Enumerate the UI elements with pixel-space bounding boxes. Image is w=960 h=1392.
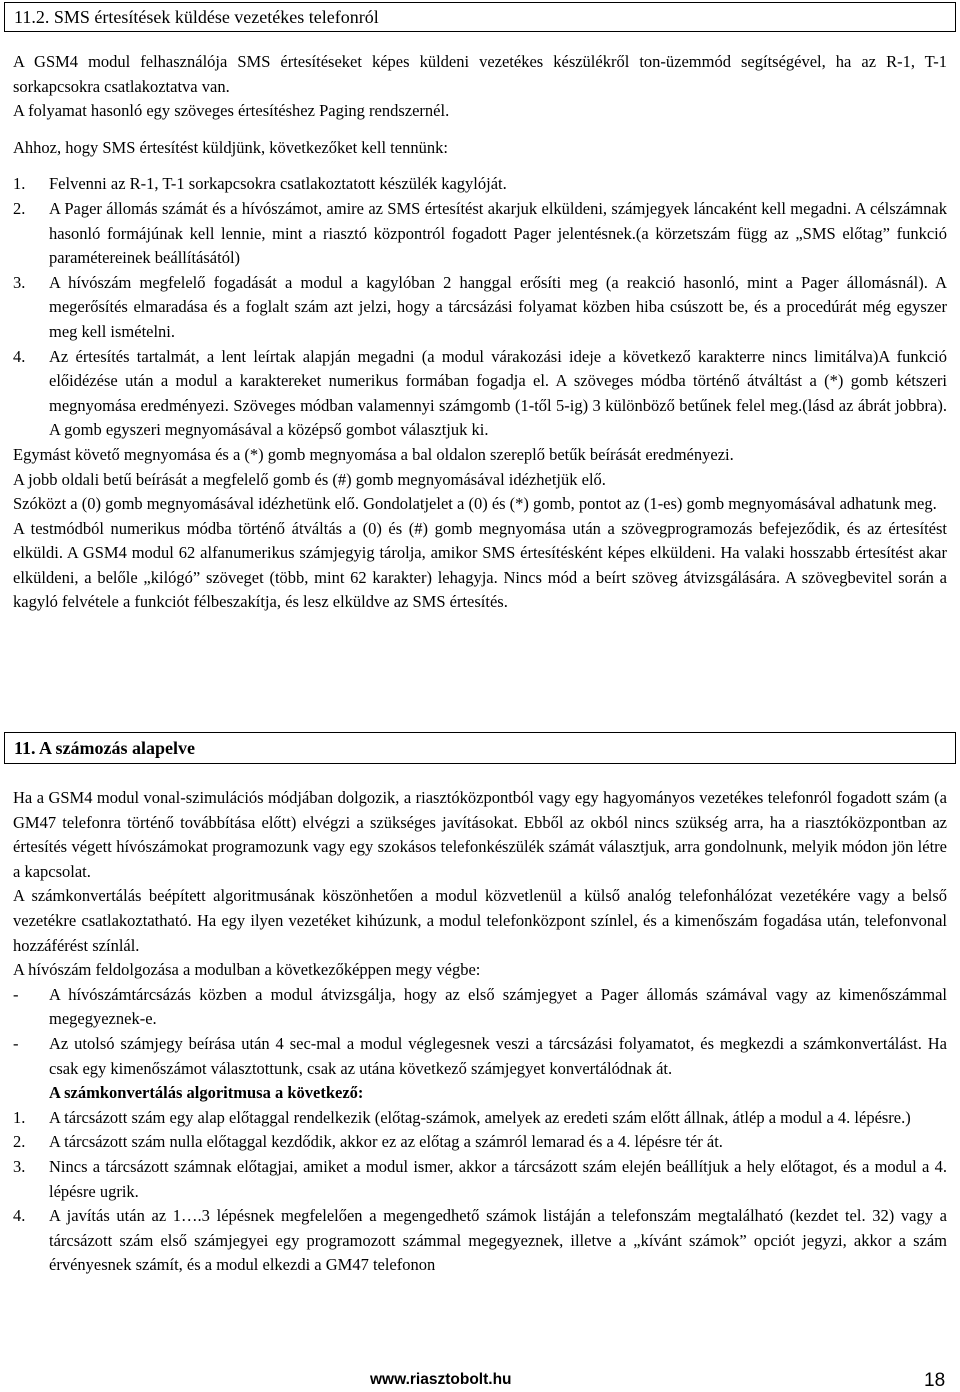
dash-marker: - [13,984,19,1004]
intro-paragraph: A folyamat hasonló egy szöveges értesítéshez Paging rendszernél. [13,101,450,121]
step-text: A tárcsázott szám egy alap előtaggal rendelkezik (előtag-számok, amelyek az eredeti szám előtt állnak, átlép a modul a 4. lépésre.) [49,1107,911,1127]
algorithm-step [13,1106,947,1131]
algorithm-title: A számkonvertálás algoritmusa a következő: [49,1083,364,1103]
step-text: A hívószám megfelelő fogadását a modul a kagylóban 2 hanggal erősíti meg (a reakció hasonló, mint a Pager állomásnál). A megerősítés elmaradása és a foglalt szám azt jelzi, hogy a tárcsázási folyamat közben hiba csúszott be, és a procedúrát még egyszer meg kell ismételni. [49,272,947,341]
algorithm-step [13,1130,947,1155]
step-text: A Pager állomás számát és a hívószámot, amire az SMS értesítést akarjuk elküldeni, számjegyek láncaként kell megadni. A célszámnak hasonló formájúnak kell lennie, mint a riasztó központról fogadott Pager jelentésnek.(a körzetszám függ az „SMS előtag” funkció paramétereinek beállításától) [49,198,947,268]
section-heading-box [4,2,956,32]
dash-list-item [13,983,947,1032]
dash-marker: - [13,1033,19,1053]
page-number: 18 [924,1370,946,1391]
body-paragraph: Szóközt a (0) gomb megnyomásával idézhetünk elő. Gondolatjelet a (0) és (*) gomb, pontot az (1-es) gomb megnyomásával adhatunk meg. [13,494,937,514]
dash-item-text: A hívószámtárcsázás közben a modul átvizsgálja, hogy az első számjegyet a Pager állomás számával vagy az kimenőszámmal megegyeznek-e. [49,984,947,1029]
step-number: 3. [13,1156,26,1176]
body-paragraph: Ha a GSM4 modul vonal-szimulációs módjában dolgozik, a riasztóközpontból vagy egy hagyományos vezetékes telefonról fogadott szám (a GM47 telefonra történő továbbítása előtt) elvégzi a szükséges javításokat. Ebből az okból nincs szükség arra, ha a riasztóközpontban az értesítés végett hívószámokat programozunk vagy egy szokásos telefonkészülék számát választjuk, arra gondolnunk, melyik módon jön létre a kapcsolat. [13,788,947,881]
step-number: 4. [13,1206,26,1226]
section-title: 11.2. SMS értesítések küldése vezetékes telefonról [14,7,379,27]
intro-paragraph: Ahhoz, hogy SMS értesítést küldjünk, következőket kell tennünk: [13,137,448,157]
dash-item-text: Az utolsó számjegy beírása után 4 sec-mal a modul véglegesnek veszi a tárcsázási folyamatot, és megkezdi a számkonvertálást. Ha csak egy kimenőszámot választottunk, csak az utána következő számjegyet konvertálódnak át. [49,1033,947,1078]
section-body [13,50,947,615]
step-number: 2. [13,198,26,218]
step-text: A javítás után az 1….3 lépésnek megfelelően a megengedhető számok listáján a telefonszám megtalálható (kezdet tel. 32) vagy a tárcsázott szám első számjegyei egy programozott számmal megegyeznek, illetve a „kívánt számok” opciót jegyzi, akkor a szám érvényesnek számít, és a modul elkezdi a GM47 telefonon [49,1206,947,1275]
footer-url[interactable]: www.riasztobolt.hu [370,1371,512,1388]
step-number: 1. [13,1107,26,1127]
body-paragraph: Egymást követő megnyomása és a (*) gomb megnyomása a bal oldalon szereplő betűk beírását eredményezi. [13,444,734,464]
body-paragraph: A hívószám feldolgozása a modulban a következőképpen megy végbe: [13,960,481,980]
body-paragraph: A testmódból numerikus módba történő átváltás a (0) és (#) gomb megnyomása után a szövegprogramozás befejeződik, és az értesítést elküldi. A GSM4 modul 62 alfanumerikus számjegyig tárolja, amikor SMS értesítésként képes elküldeni. Ha valaki hosszabb értesítést akar elküldeni, a belőle „kilógó” szöveget (több, mint 62 karakter) lehagyja. Nincs mód a beírt szöveg átvizsgálására. A szövegbevitel során a kagyló felvétele a funkciót félbeszakítja, és lesz elküldve az SMS értesítés. [13,518,947,612]
body-paragraph: A jobb oldali betű beírását a megfelelő gomb és (#) gomb megnyomásával idézhetjük elő. [13,469,606,489]
step-text: Nincs a tárcsázott számnak előtagjai, amiket a modul ismer, akkor a tárcsázott szám elején beállítjuk a hely előtagot, és a modul a 4. lépésre ugrik. [49,1156,947,1201]
numbered-step [13,345,947,443]
step-text: Felvenni az R-1, T-1 sorkapcsokra csatlakoztatott készülék kagylóját. [49,174,507,194]
step-number: 4. [13,346,26,366]
numbered-step [13,172,947,197]
step-number: 1. [13,174,26,194]
numbered-step [13,197,947,271]
intro-paragraph: A GSM4 modul felhasználója SMS értesítéseket képes küldeni vezetékes készülékről ton-üzemmód segítségével, ha az R-1, T-1 sorkapcsokra csatlakoztatva van. [13,52,947,96]
body-paragraph: A számkonvertálás beépített algoritmusának köszönhetően a modul közvetlenül a külső analóg telefonhálózat vezetékére vagy a belső vezetékre csatlakoztatható. Ha egy ilyen vezetéket kihúzunk, a modul telefonközpont színlel, és a kimenőszám fogadása után, telefonvonal hozzáférést színlál. [13,886,947,955]
numbered-step [13,271,947,345]
section-body [13,786,947,1278]
step-number: 3. [13,272,26,292]
section-title: 11. A számozás alapelve [14,738,195,758]
dash-list-item [13,1032,947,1081]
algorithm-step [13,1204,947,1278]
step-text: Az értesítés tartalmát, a lent leírtak alapján megadni (a modul várakozási ideje a következő karakterre nincs limitálva)A funkció előidézése után a modul a karaktereket numerikus formában fogadja el. A szöveges módba történő átváltást a (*) gomb kétszeri megnyomása eredményezi. Szöveges módban valamennyi számgomb (1-től 5-ig) 3 különböző betűnek felel meg.(lásd az ábrát jobbra). A gomb egyszeri megnyomásával a középső gombot választjuk ki. [49,346,947,440]
step-text: A tárcsázott szám nulla előtaggal kezdődik, akkor ez az előtag a számról lemarad és a 4. lépésre tér át. [49,1132,723,1152]
step-number: 2. [13,1132,26,1152]
section-heading-box [4,732,956,764]
algorithm-step [13,1155,947,1204]
